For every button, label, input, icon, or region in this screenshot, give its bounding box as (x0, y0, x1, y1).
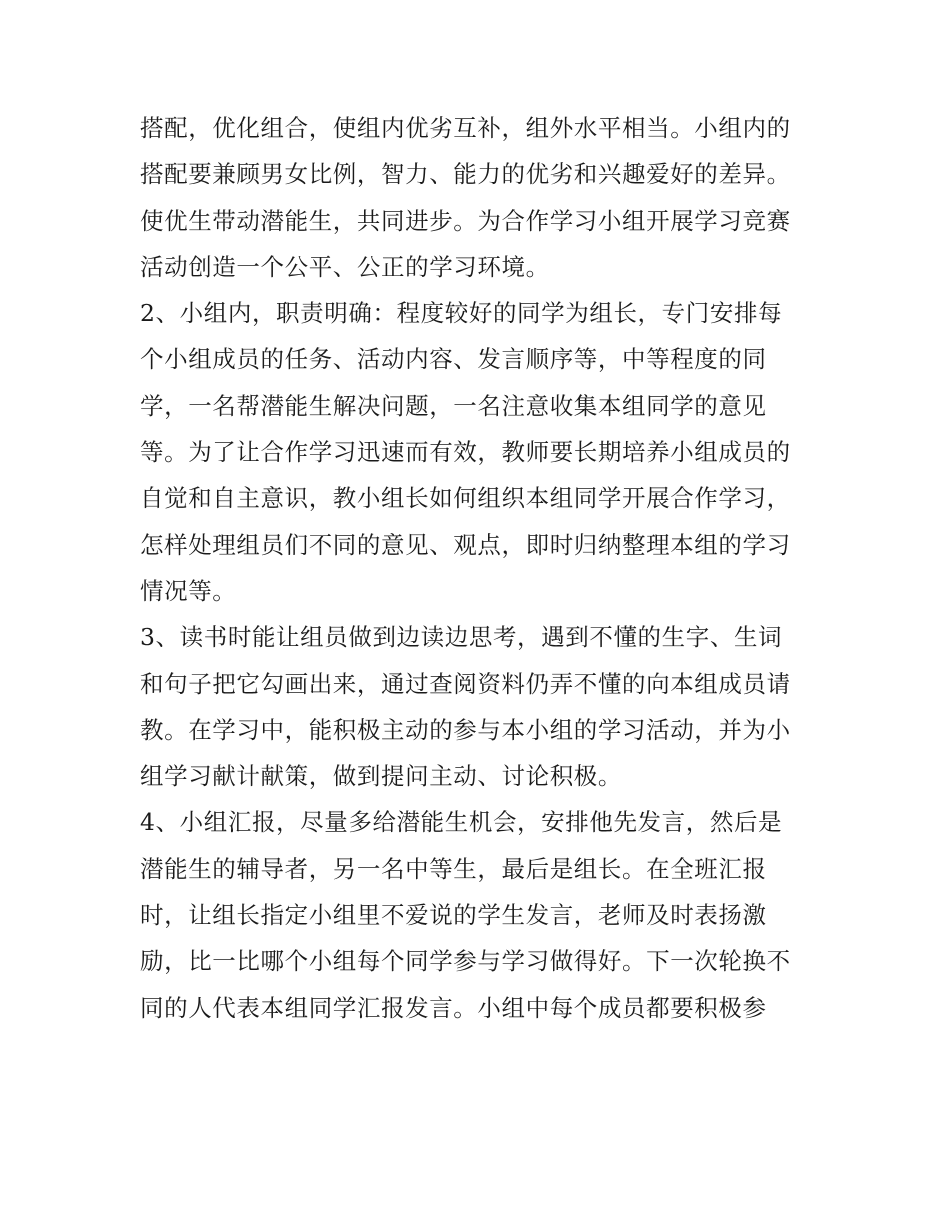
text-line-3: 使优生带动潜能生，共同进步。为合作学习小组开展学习竞赛 (140, 206, 791, 235)
text-line-13: 和句子把它勾画出来，通过查阅资料仍弄不懂的向本组成员请 (140, 669, 791, 698)
text-line-4: 活动创造一个公平、公正的学习环境。 (140, 252, 550, 281)
text-line-15: 组学习献计献策，做到提问主动、讨论积极。 (140, 762, 622, 791)
text-line-10: 怎样处理组员们不同的意见、观点，即时归纳整理本组的学习 (140, 530, 791, 559)
text-line-8: 等。为了让合作学习迅速而有效，教师要长期培养小组成员的 (140, 438, 791, 467)
text-line-5: 2、小组内，职责明确：程度较好的同学为组长，专门安排每 (140, 299, 783, 328)
text-line-2: 搭配要兼顾男女比例，智力、能力的优劣和兴趣爱好的差异。 (140, 160, 791, 189)
text-line-18: 时，让组长指定小组里不爱说的学生发言，老师及时表扬激 (140, 901, 767, 930)
text-line-6: 个小组成员的任务、活动内容、发言顺序等，中等程度的同 (140, 345, 767, 374)
text-line-14: 教。在学习中，能积极主动的参与本小组的学习活动，并为小 (140, 715, 791, 744)
text-line-1: 搭配，优化组合，使组内优劣互补，组外水平相当。小组内的 (140, 114, 791, 142)
text-line-11: 情况等。 (140, 576, 237, 605)
text-line-9: 自觉和自主意识，教小组长如何组织本组同学开展合作学习， (140, 484, 791, 513)
text-line-19: 励，比一比哪个小组每个同学参与学习做得好。下一次轮换不 (140, 947, 791, 976)
text-line-7: 学，一名帮潜能生解决问题，一名注意收集本组同学的意见 (140, 391, 767, 420)
text-line-12: 3、读书时能让组员做到边读边思考，遇到不懂的生字、生词 (140, 623, 783, 652)
text-line-16: 4、小组汇报，尽量多给潜能生机会，安排他先发言，然后是 (140, 808, 783, 837)
text-line-20: 同的人代表本组同学汇报发言。小组中每个成员都要积极参 (140, 993, 767, 1022)
text-line-17: 潜能生的辅导者，另一名中等生，最后是组长。在全班汇报 (140, 854, 767, 883)
body-text (140, 105, 816, 1031)
